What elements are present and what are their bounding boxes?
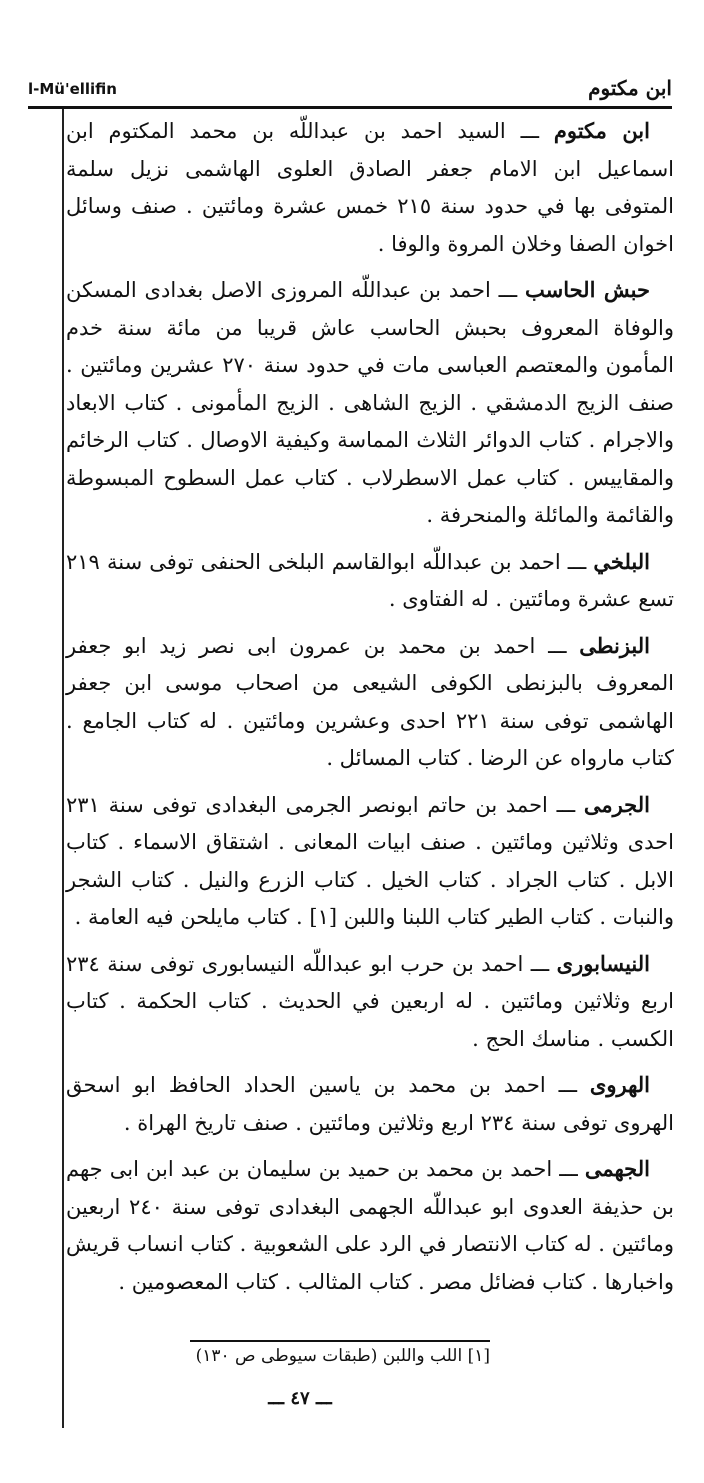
entry-text: ـــ احمد بن عبداللّه ابوالقاسم البلخى الحنفى توفى سنة ٢١٩ تسع عشرة ومائتين . له الفتاوى . bbox=[66, 549, 674, 611]
entry-headword: النيسابورى bbox=[556, 950, 650, 976]
entry bbox=[66, 112, 674, 263]
entry-text: ـــ احمد بن حرب ابو عبداللّه النيسابورى توفى سنة ٢٣٤ اربع وثلاثين ومائتين . له اربعين في الحديث . كتاب الحكمة . كتاب الكسب . مناسك الحج . bbox=[66, 951, 674, 1051]
entry bbox=[66, 1150, 674, 1301]
entry-text: ـــ احمد بن محمد بن عمرون ابى نصر زيد ابو جعفر المعروف بالبزنطى الكوفى الشيعى من اصحاب موسى ابن جعفر الهاشمى توفى سنة ٢٢١ احدى وعشرين ومائتين . له كتاب الجامع . كتاب مارواه عن الرضا . كتاب المسائل . bbox=[66, 633, 674, 770]
entry-text: ـــ احمد بن حاتم ابونصر الجرمى البغدادى توفى سنة ٢٣١ احدى وثلاثين ومائتين . صنف ابيات المعانى . اشتقاق الاسماء . كتاب الابل . كتاب الجراد . كتاب الخيل . كتاب الزرع والنيل . كتاب الشجر والنبات . كتاب الطير كتاب اللبنا واللبن [١] . كتاب مايلحن فيه العامة . bbox=[66, 792, 674, 929]
entry-headword: البزنطى bbox=[579, 632, 650, 658]
entry-headword: الهروى bbox=[589, 1072, 650, 1097]
entry-text: ـــ احمد بن محمد بن حميد بن سليمان بن عبد ابن ابى جهم بن حذيفة العدوى ابو عبداللّه الجهمى البغدادى توفى سنة ٢٤٠ اربعين ومائتين . له كتاب الانتصار في الرد على الشعوبية . كتاب انساب قريش واخبارها . كتاب فضائل مصر . كتاب المثالب . كتاب المعصومين . bbox=[66, 1157, 675, 1294]
entries-column bbox=[66, 112, 674, 1309]
entry bbox=[66, 1066, 674, 1142]
entry bbox=[66, 786, 674, 937]
footnote: [١] اللب واللبن (طبقات سيوطى ص ١٣٠) bbox=[190, 1340, 490, 1366]
entry bbox=[66, 945, 674, 1059]
entry-headword: الجرمى bbox=[583, 791, 650, 817]
running-header bbox=[28, 76, 672, 109]
header-right-text: ابن مكتوم bbox=[588, 76, 672, 100]
entry-text: ـــ احمد بن عبداللّه المروزى الاصل بغدادى المسكن والوفاة المعروف بحبش الحاسب عاش قريبا من مائة سنة خدم المأمون والمعتصم العباسى مات في حدود سنة ٢٧٠ عشرين ومائتين . صنف الزيج الدمشقي . الزيج الشاهى . الزيج المأمونى . كتاب الابعاد والاجرام . كتاب الدوائر الثلاث المماسة وكيفية الاوصال . كتاب الرخائم والمقاييس . كتاب عمل الاسطرلاب . كتاب عمل السطوح المبسوطة والقائمة والمائلة والمنحرفة . bbox=[66, 278, 674, 527]
entry-headword: البلخي bbox=[593, 548, 650, 574]
page-edge-line bbox=[62, 108, 64, 1428]
entry-text: ـــ السيد احمد بن عبداللّه بن محمد المكتوم ابن اسماعيل ابن الامام جعفر الصادق العلوى الهاشمى نزيل سلمة المتوفى بها في حدود سنة ٢١٥ خمس عشرة ومائتين . صنف وسائل اخوان الصفا وخلان المروة والوفا . bbox=[66, 119, 674, 256]
entry bbox=[66, 271, 674, 535]
entry bbox=[66, 543, 674, 619]
entry-headword: الجهمى bbox=[584, 1156, 650, 1181]
entry-text: ـــ احمد بن محمد بن ياسين الحداد الحافظ ابو اسحق الهروى توفى سنة ٢٣٤ اربع وثلاثين ومائتين . صنف تاريخ الهراة . bbox=[66, 1073, 674, 1135]
page-number: ـــ ٤٧ ـــ bbox=[268, 1388, 332, 1409]
entry bbox=[66, 627, 674, 778]
entry-headword: ابن مكتوم bbox=[553, 118, 650, 143]
entry-headword: حبش الحاسب bbox=[525, 277, 650, 302]
header-left-text: l-Mü'ellifin bbox=[28, 80, 117, 98]
